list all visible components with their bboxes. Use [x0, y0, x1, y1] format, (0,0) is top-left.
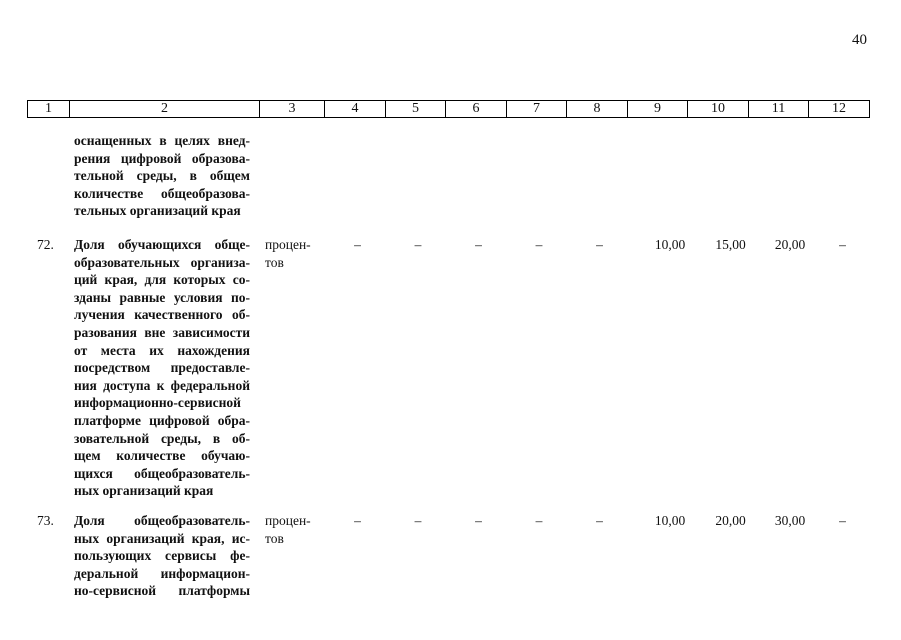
row-unit [265, 512, 335, 547]
column-header-8: 8 [567, 101, 628, 118]
description-line: деральной информацион- [74, 565, 250, 581]
description-line: зданы равные условия по- [74, 289, 250, 305]
row-unit [265, 236, 335, 271]
row-description [74, 512, 250, 600]
column-header-3: 3 [260, 101, 325, 118]
description-line: щем количестве обучаю- [74, 448, 250, 464]
value-col-12: – [839, 513, 846, 528]
column-header-table [27, 100, 870, 118]
column-header-11: 11 [749, 101, 809, 118]
unit-line: тов [265, 530, 284, 546]
value-col-6: – [475, 513, 482, 528]
row-number: 72. [37, 237, 54, 252]
column-header-9: 9 [628, 101, 688, 118]
row-number: 73. [37, 513, 54, 528]
description-line: ных организаций края [74, 483, 214, 499]
value-col-11: 20,00 [774, 237, 806, 252]
description-line: разования вне зависимости [74, 324, 250, 340]
description-line: лучения качественного об- [74, 307, 250, 323]
column-header-7: 7 [507, 101, 567, 118]
description-line: но-сервисной платформы [74, 583, 250, 599]
value-col-8: – [596, 237, 603, 252]
value-col-6: – [475, 237, 482, 252]
description-line: ций края, для которых со- [74, 272, 250, 288]
description-line: посредством предоставле- [74, 360, 250, 376]
column-header-1: 1 [28, 101, 70, 118]
page-number: 40 [852, 32, 867, 48]
unit-line: процен- [265, 513, 311, 528]
description-line: информационно-сервисной [74, 395, 241, 411]
description-line: пользующих сервисы фе- [74, 548, 250, 564]
description-line: щихся общеобразователь- [74, 465, 250, 481]
value-col-5: – [414, 237, 422, 252]
unit-line: тов [265, 254, 284, 270]
description-line: тельных организаций края [74, 203, 241, 219]
value-col-7: – [535, 237, 543, 252]
value-col-9: 10,00 [654, 513, 686, 528]
unit-line: процен- [265, 237, 311, 252]
column-header-row [28, 101, 870, 118]
continuation-description [74, 132, 250, 220]
description-line: образовательных организа- [74, 254, 250, 270]
description-line: ных организаций края, ис- [74, 530, 250, 546]
column-header-6: 6 [446, 101, 507, 118]
column-header-10: 10 [688, 101, 749, 118]
column-header-5: 5 [386, 101, 446, 118]
description-line: рения цифровой образова- [74, 150, 250, 166]
description-line: количестве общеобразова- [74, 185, 250, 201]
value-col-4: – [354, 237, 361, 252]
description-line: тельной среды, в общем [74, 168, 250, 184]
value-col-10: 15,00 [715, 237, 746, 252]
value-col-9: 10,00 [654, 237, 686, 252]
description-line: платформе цифровой обра- [74, 412, 250, 428]
value-col-8: – [596, 513, 603, 528]
description-line: ния доступа к федеральной [74, 377, 250, 393]
row-description [74, 236, 250, 500]
column-header-2: 2 [70, 101, 260, 118]
column-header-4: 4 [325, 101, 386, 118]
value-col-10: 20,00 [715, 513, 746, 528]
value-col-12: – [839, 237, 846, 252]
column-header-12: 12 [809, 101, 870, 118]
description-line: оснащенных в целях внед- [74, 133, 250, 148]
description-line: зовательной среды, в об- [74, 430, 250, 446]
value-col-4: – [354, 513, 361, 528]
value-col-5: – [414, 513, 422, 528]
description-line: Доля обучающихся обще- [74, 237, 250, 252]
value-col-11: 30,00 [774, 513, 806, 528]
description-line: Доля общеобразователь- [74, 513, 250, 528]
description-line: от места их нахождения [74, 342, 250, 358]
value-col-7: – [535, 513, 543, 528]
